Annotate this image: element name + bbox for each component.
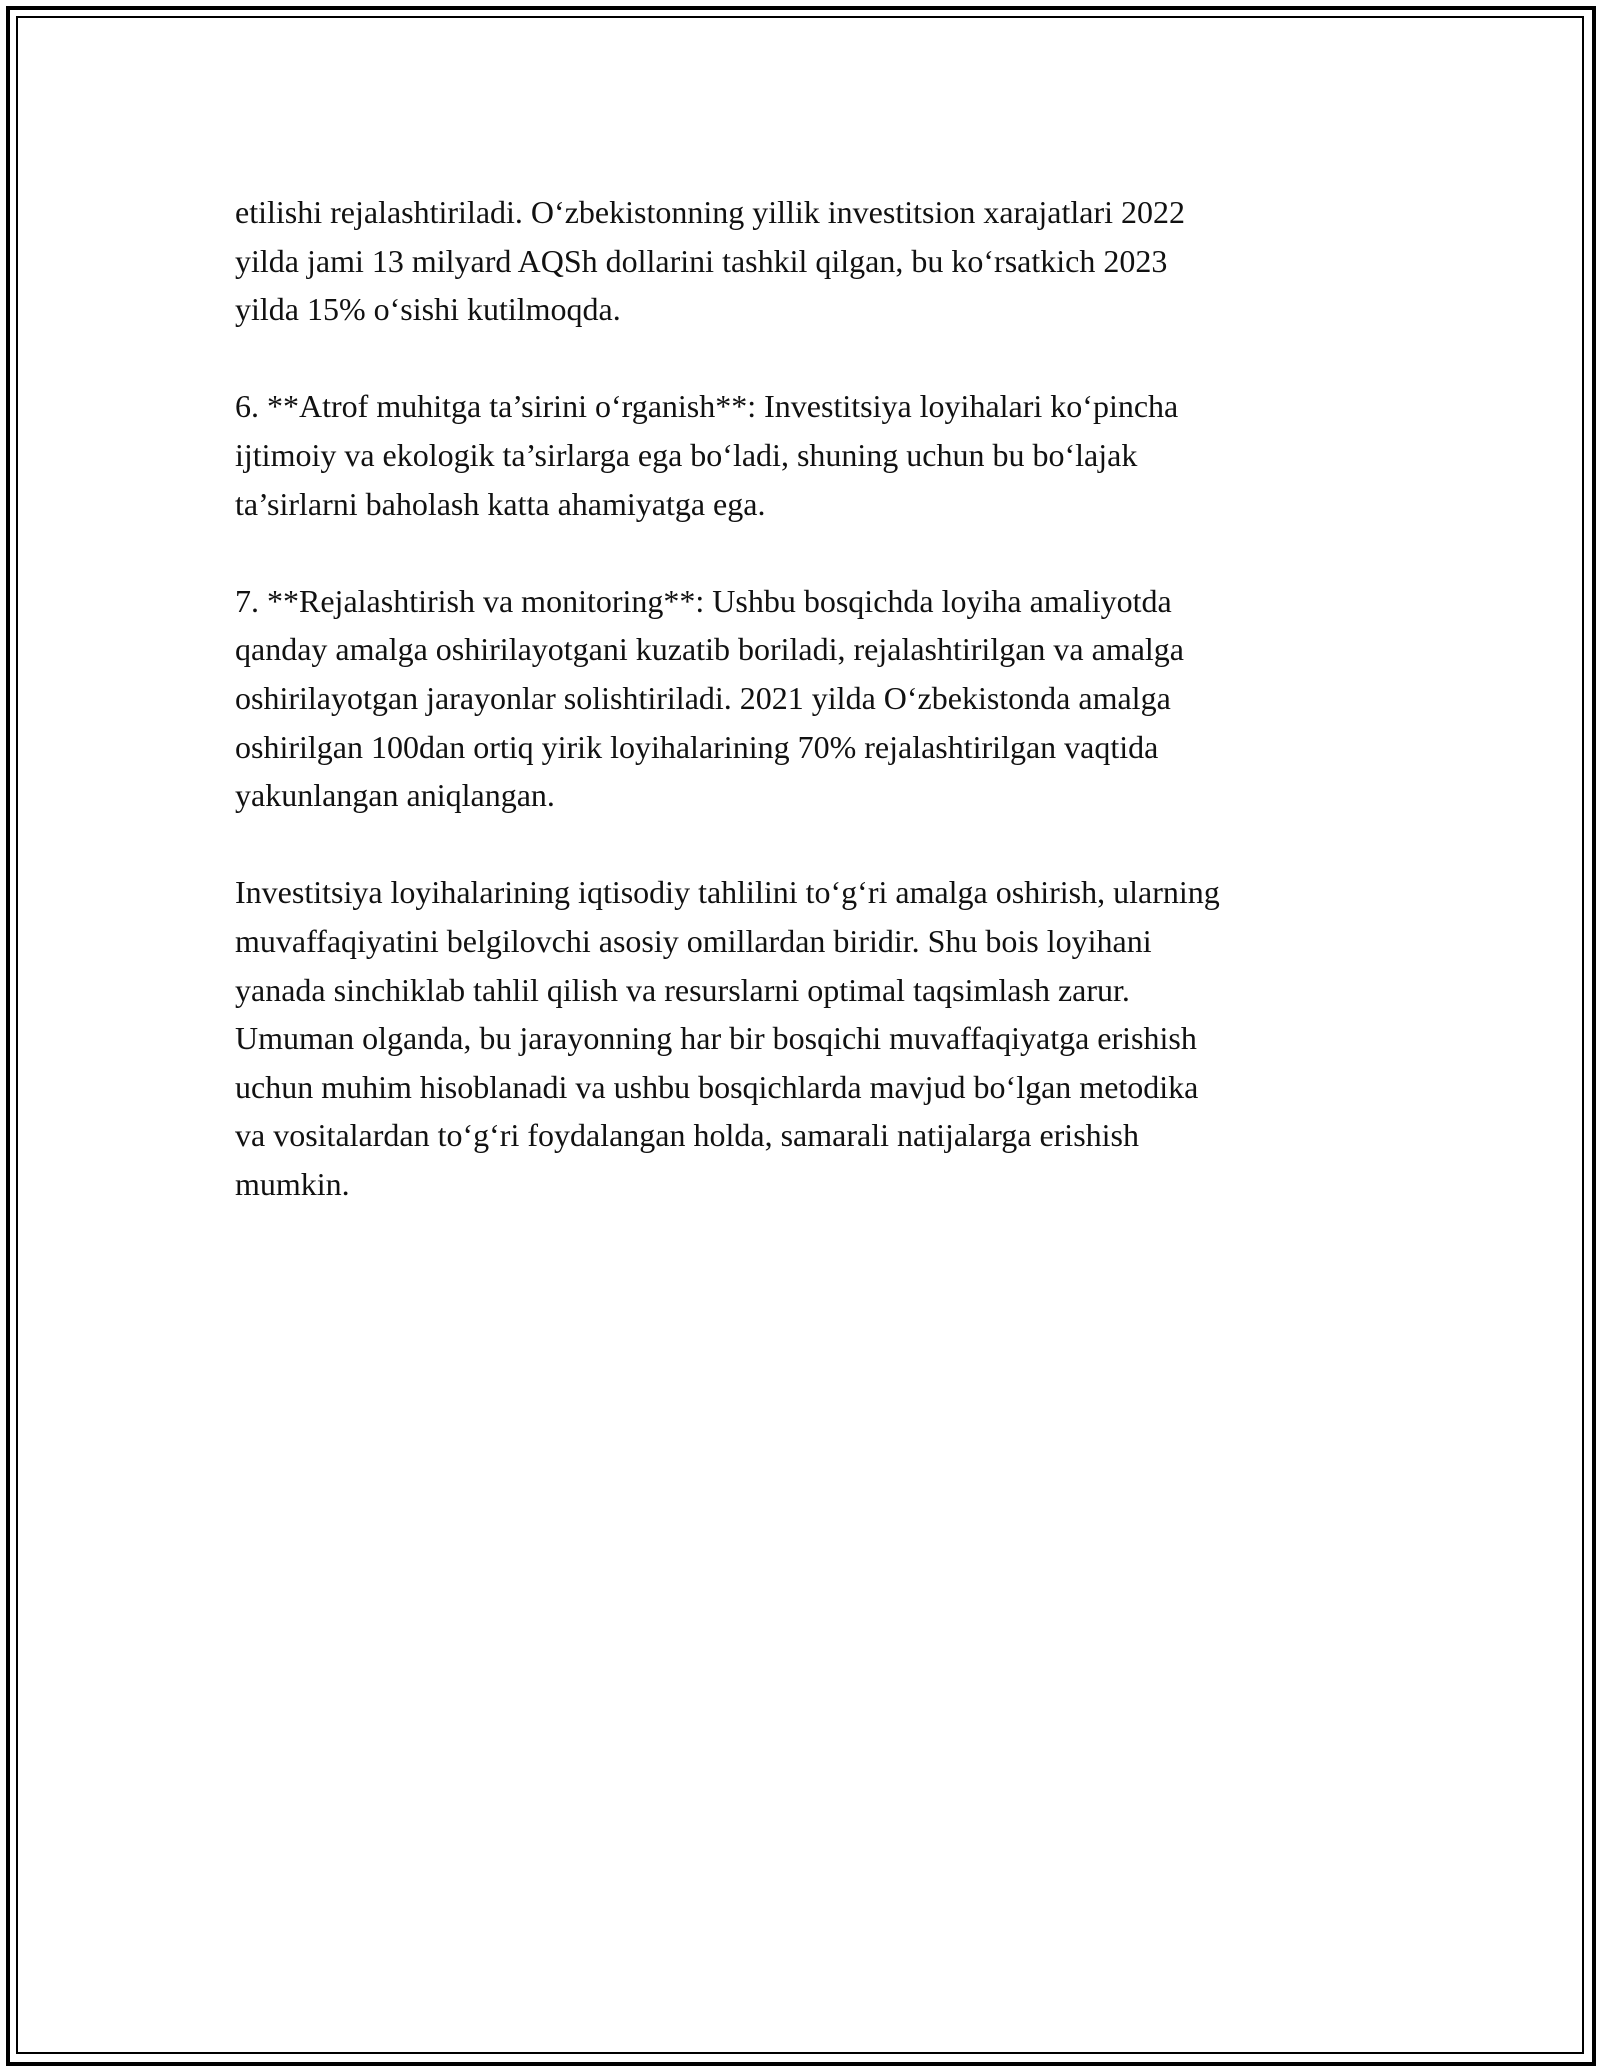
paragraph-planning-monitoring: 7. **Rejalashtirish va monitoring**: Ushbu bosqichda loyiha amaliyotda qanday amalga oshirilayotgani kuzatib boriladi, rejalashtirilgan va amalga oshirilayotgan jarayonlar solishtiriladi. 2021 yilda O‘zbekistonda amalga oshirilgan 100dan ortiq yirik loyihalarining 70% rejalashtirilgan vaqtida yakunlangan aniqlangan. (235, 582, 1184, 814)
paragraph-investment-expenses: etilishi rejalashtiriladi. O‘zbekistonning yillik investitsion xarajatlari 2022 yilda jami 13 milyard AQSh dollarini tashkil qilgan, bu ko‘rsatkich 2023 yilda 15% o‘sishi kutilmoqda. (235, 194, 1186, 328)
document-body (235, 188, 1385, 1257)
paragraph-environmental-impact: 6. **Atrof muhitga ta’sirini o‘rganish**: Investitsiya loyihalari ko‘pincha ijtimoiy va ekologik ta’sirlarga ega bo‘ladi, shuning uchun bu bo‘lajak ta’sirlarni baholash katta ahamiyatga ega. (235, 388, 1179, 522)
paragraph-conclusion: Investitsiya loyihalarining iqtisodiy tahlilini to‘g‘ri amalga oshirish, ularning muvaffaqiyatini belgilovchi asosiy omillardan biridir. Shu bois loyihani yanada sinchiklab tahlil qilish va resurslarni optimal taqsimlash zarur. Umuman olganda, bu jarayonning har bir bosqichi muvaffaqiyatga erishish uchun muhim hisoblanadi va ushbu bosqichlarda mavjud bo‘lgan metodika va vositalardan to‘g‘ri foydalangan holda, samarali natijalarga erishish mumkin. (235, 874, 1220, 1202)
